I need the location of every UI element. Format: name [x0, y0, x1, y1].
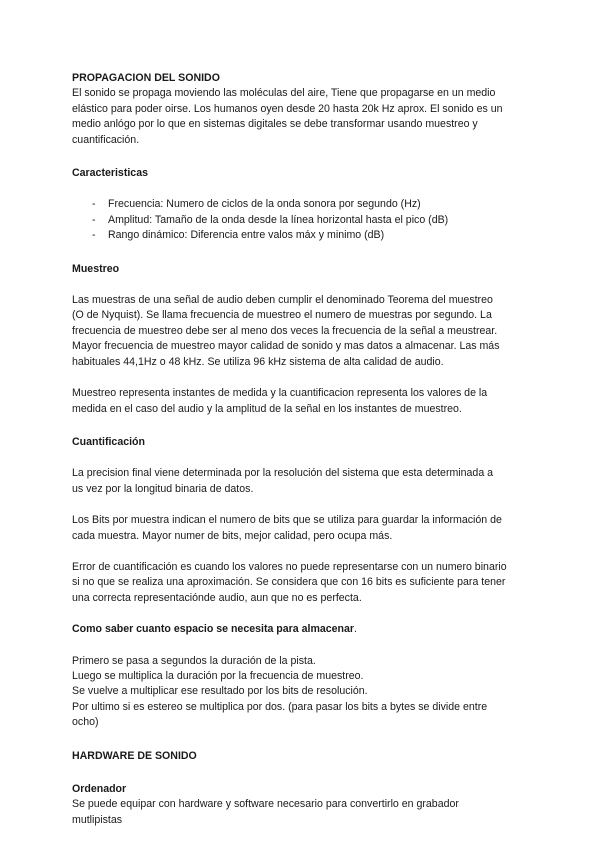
- cuantificacion-line: us vez por la longitud binaria de datos.: [72, 482, 254, 495]
- cuantificacion-line: La precision final viene determinada por la resolución del sistema que esta determinada a: [72, 467, 494, 480]
- almacenar-line: ocho): [72, 716, 99, 729]
- list-item-text: Amplitud: Tamaño de la onda desde la línea horizontal hasta el pico (dB): [108, 213, 449, 226]
- propagacion-line: elástico para poder oirse. Los humanos oyen desde 20 hasta 20k Hz aprox. El sonido es un: [72, 102, 503, 115]
- list-item: [92, 213, 542, 228]
- section-title-hardware: HARDWARE DE SONIDO: [72, 749, 197, 762]
- cuantificacion-line: Los Bits por muestra indican el numero de bits que se utiliza para guardar la información de: [72, 514, 502, 527]
- cuantificacion-line: cada muestra. Mayor numer de bits, mejor calidad, pero ocupa más.: [72, 529, 393, 542]
- cuantificacion-line: Error de cuantificación es cuando los valores no puede representarse con un numero binario: [72, 560, 507, 573]
- section-title-ordenador: Ordenador: [72, 783, 127, 795]
- muestreo-line: Las muestras de una señal de audio deben cumplir el denominado Teorema del muestreo: [72, 294, 493, 307]
- propagacion-line: cuantificación.: [72, 133, 140, 146]
- document-page: [72, 71, 542, 828]
- bullet-dash: -: [92, 229, 96, 242]
- section-title-propagacion: PROPAGACION DEL SONIDO: [72, 72, 220, 84]
- bullet-dash: -: [92, 198, 96, 211]
- ordenador-line: mutlipistas: [72, 813, 123, 826]
- almacenar-line: Luego se multiplica la duración por la frecuencia de muestreo.: [72, 669, 364, 682]
- almacenar-title-suffix: .: [354, 623, 357, 636]
- almacenar-title-text: Como saber cuanto espacio se necesita para almacenar: [72, 623, 355, 636]
- almacenar-line: Por ultimo si es estereo se multiplica por dos. (para pasar los bits a bytes se divide entre: [72, 700, 488, 713]
- section-title-muestreo: Muestreo: [72, 262, 120, 275]
- ordenador-line: Se puede equipar con hardware y software necesario para convertirlo en grabador: [72, 798, 459, 811]
- propagacion-line: medio anlógo por lo que en sistemas digitales se debe transformar usando muestreo y: [72, 118, 478, 131]
- section-title-almacenar: [72, 622, 542, 637]
- cuantificacion-line: si no que se realiza una aproximación. Se considera que con 16 bits es suficiente para tener: [72, 576, 506, 589]
- list-item-text: Frecuencia: Numero de ciclos de la onda sonora por segundo (Hz): [108, 198, 421, 211]
- muestreo-line: Muestreo representa instantes de medida y la cuantificacion representa los valores de la: [72, 387, 488, 400]
- muestreo-line: (O de Nyquist). Se llama frecuencia de muestreo el numero de muestras por segundo. La: [72, 309, 492, 322]
- almacenar-line: Primero se pasa a segundos la duración de la pista.: [72, 654, 316, 667]
- caracteristicas-list: [72, 197, 542, 243]
- almacenar-line: Se vuelve a multiplicar ese resultado por los bits de resolución.: [72, 685, 368, 698]
- list-item: [92, 197, 542, 212]
- cuantificacion-line: una correcta representaciónde audio, aun que no es perfecta.: [72, 591, 362, 604]
- section-title-caracteristicas: Caracteristicas: [72, 167, 148, 180]
- list-item: [92, 228, 542, 243]
- muestreo-line: Mayor frecuencia de muestreo mayor calidad de sonido y mas datos a almacenar. Las más: [72, 340, 500, 353]
- bullet-dash: -: [92, 213, 96, 226]
- list-item-text: Rango dinámico: Diferencia entre valos máx y minimo (dB): [108, 229, 385, 242]
- section-title-cuantificacion: Cuantificación: [72, 435, 145, 448]
- muestreo-line: habituales 44,1Hz o 48 kHz. Se utiliza 96 kHz sistema de alta calidad de audio.: [72, 355, 444, 368]
- propagacion-line: El sonido se propaga moviendo las moléculas del aire, Tiene que propagarse en un medio: [72, 87, 496, 100]
- muestreo-line: medida en el caso del audio y la amplitud de la señal en los instantes de muestreo.: [72, 402, 462, 415]
- muestreo-line: frecuencia de muestreo debe ser al meno dos veces la frecuencia de la señal a meustrear.: [72, 324, 498, 337]
